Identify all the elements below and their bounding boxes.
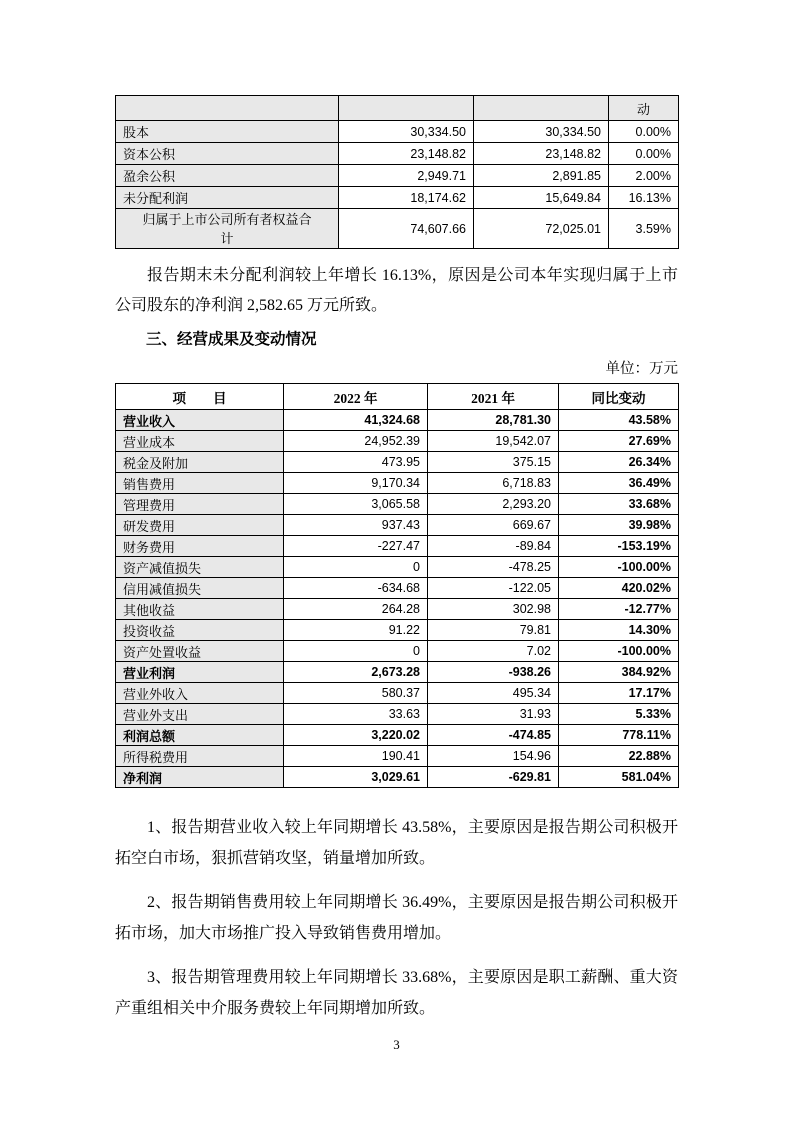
row-value: 18,174.62 [339,187,474,209]
row-value: 473.95 [284,452,428,473]
row-value: 43.58% [559,410,679,431]
table-row [116,209,679,249]
operating-results-table [115,383,679,788]
note-admin-expense: 3、报告期管理费用较上年同期增长 33.68%，主要原因是职工薪酬、重大资产重组相关中介服务费较上年同期增加所致。 [115,969,678,1017]
equity-header-2021 [474,96,609,121]
table-row [116,683,679,704]
row-value: -478.25 [428,557,559,578]
table-row [116,536,679,557]
operating-header-change: 同比变动 [559,384,679,410]
table-row [116,746,679,767]
table-row [116,662,679,683]
table-row [116,431,679,452]
row-value: 0 [284,641,428,662]
operating-header-2021: 2021 年 [428,384,559,410]
row-value: 23,148.82 [339,143,474,165]
row-label: 营业收入 [116,410,284,431]
row-label: 营业外收入 [116,683,284,704]
row-value: -12.77% [559,599,679,620]
equity-table [115,95,679,249]
row-value: 580.37 [284,683,428,704]
equity-header-2022 [339,96,474,121]
row-value: 669.67 [428,515,559,536]
row-label: 营业外支出 [116,704,284,725]
row-value: 6,718.83 [428,473,559,494]
row-value: 2,293.20 [428,494,559,515]
row-label: 盈余公积 [116,165,339,187]
row-value: 3,220.02 [284,725,428,746]
row-label: 资本公积 [116,143,339,165]
row-label: 研发费用 [116,515,284,536]
row-label: 归属于上市公司所有者权益合计 [116,209,339,249]
row-value: 17.17% [559,683,679,704]
row-label: 销售费用 [116,473,284,494]
explanation-notes [115,812,678,1024]
row-value: 264.28 [284,599,428,620]
row-value: 30,334.50 [474,121,609,143]
operating-header-2022: 2022 年 [284,384,428,410]
row-value: 5.33% [559,704,679,725]
row-value: 24,952.39 [284,431,428,452]
row-value: 302.98 [428,599,559,620]
table-row [116,599,679,620]
row-value: 19,542.07 [428,431,559,452]
row-value: 3.59% [609,209,679,249]
page-number: 3 [393,1037,400,1052]
row-value: 937.43 [284,515,428,536]
row-value: -100.00% [559,641,679,662]
row-label: 净利润 [116,767,284,788]
row-value: 2,949.71 [339,165,474,187]
row-value: 0.00% [609,143,679,165]
row-value: 28,781.30 [428,410,559,431]
document-page [115,0,678,1053]
row-value: 23,148.82 [474,143,609,165]
table-row [116,557,679,578]
table-row [116,620,679,641]
unit-label: 单位：万元 [605,361,678,377]
row-value: -100.00% [559,557,679,578]
row-value: 0 [284,557,428,578]
row-label: 所得税费用 [116,746,284,767]
table-row [116,165,679,187]
row-value: 3,065.58 [284,494,428,515]
row-value: 190.41 [284,746,428,767]
table-row [116,410,679,431]
row-value: 14.30% [559,620,679,641]
table-row [116,767,679,788]
operating-table-header-row [116,384,679,410]
row-value: 3,029.61 [284,767,428,788]
row-label: 税金及附加 [116,452,284,473]
equity-header-change: 动 [609,96,679,121]
table-row [116,473,679,494]
note-revenue: 1、报告期营业收入较上年同期增长 43.58%，主要原因是报告期公司积极开拓空白市场，狠抓营销攻坚，销量增加所致。 [115,819,678,867]
row-label: 营业利润 [116,662,284,683]
table-row [116,187,679,209]
row-value: 39.98% [559,515,679,536]
row-value: 2.00% [609,165,679,187]
row-value: 33.63 [284,704,428,725]
row-value: 74,607.66 [339,209,474,249]
row-label: 资产减值损失 [116,557,284,578]
row-label: 资产处置收益 [116,641,284,662]
table-row [116,452,679,473]
row-value: 0.00% [609,121,679,143]
row-value: 27.69% [559,431,679,452]
row-value: 41,324.68 [284,410,428,431]
row-value: 36.49% [559,473,679,494]
table-row [116,143,679,165]
row-label: 利润总额 [116,725,284,746]
table-row [116,515,679,536]
row-label: 投资收益 [116,620,284,641]
row-value: 495.34 [428,683,559,704]
table-row [116,578,679,599]
row-value: 31.93 [428,704,559,725]
row-value: -474.85 [428,725,559,746]
row-value: 581.04% [559,767,679,788]
row-value: -153.19% [559,536,679,557]
row-label: 其他收益 [116,599,284,620]
table-row [116,725,679,746]
row-value: 15,649.84 [474,187,609,209]
row-value: -938.26 [428,662,559,683]
row-value: -227.47 [284,536,428,557]
equity-header-item [116,96,339,121]
row-value: 154.96 [428,746,559,767]
row-value: -89.84 [428,536,559,557]
row-value: 79.81 [428,620,559,641]
section-heading: 三、经营成果及变动情况 [146,331,317,348]
table-row [116,641,679,662]
note-selling-expense: 2、报告期销售费用较上年同期增长 36.49%，主要原因是报告期公司积极开拓市场，加大市场推广投入导致销售费用增加。 [115,894,678,942]
row-value: 33.68% [559,494,679,515]
row-value: 7.02 [428,641,559,662]
row-value: 22.88% [559,746,679,767]
row-label: 营业成本 [116,431,284,452]
table-row [116,494,679,515]
row-value: 72,025.01 [474,209,609,249]
row-value: 778.11% [559,725,679,746]
row-value: 420.02% [559,578,679,599]
row-value: 2,891.85 [474,165,609,187]
row-value: 91.22 [284,620,428,641]
row-value: 375.15 [428,452,559,473]
row-value: 9,170.34 [284,473,428,494]
row-label: 股本 [116,121,339,143]
row-value: 16.13% [609,187,679,209]
row-value: -122.05 [428,578,559,599]
row-value: -634.68 [284,578,428,599]
row-value: 30,334.50 [339,121,474,143]
row-label: 管理费用 [116,494,284,515]
equity-table-header-row [116,96,679,121]
row-label: 未分配利润 [116,187,339,209]
row-value: 384.92% [559,662,679,683]
row-label: 信用减值损失 [116,578,284,599]
row-value: 2,673.28 [284,662,428,683]
table-row [116,704,679,725]
retained-earnings-paragraph: 报告期末未分配利润较上年增长 16.13%，原因是公司本年实现归属于上市公司股东的净利润 2,582.65 万元所致。 [115,267,678,314]
operating-header-item: 项 目 [116,384,284,410]
table-row [116,121,679,143]
row-value: -629.81 [428,767,559,788]
row-value: 26.34% [559,452,679,473]
row-label: 财务费用 [116,536,284,557]
